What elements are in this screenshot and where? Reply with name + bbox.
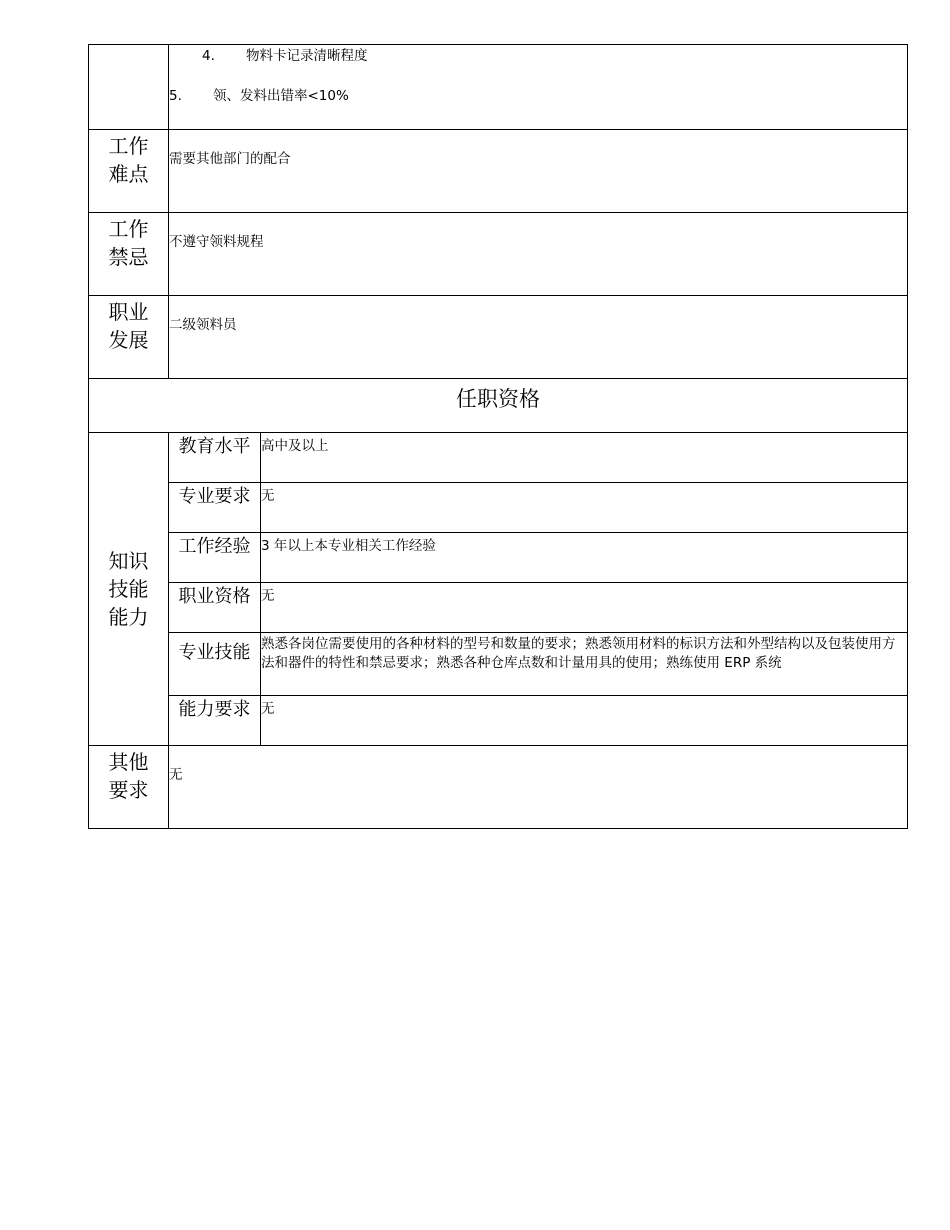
other-text: 无 [169,746,908,829]
certification-label: 职业资格 [169,583,261,633]
ksa-row [89,633,908,696]
difficulty-row [89,130,908,213]
duty-item-5: 5. 领、发料出错率<10% [169,88,349,104]
difficulty-label: 工作 难点 [89,130,169,213]
duties-continued-row [89,45,908,130]
certification-text: 无 [261,583,908,633]
taboo-label: 工作 禁忌 [89,213,169,296]
ksa-row [89,483,908,533]
other-requirements-row [89,746,908,829]
education-label: 教育水平 [169,433,261,483]
duty-item-4: 4. 物料卡记录清晰程度 [202,48,368,64]
ability-label: 能力要求 [169,696,261,746]
difficulty-text: 需要其他部门的配合 [169,130,908,213]
career-text: 二级领料员 [169,296,908,379]
career-row [89,296,908,379]
ksa-row [89,696,908,746]
job-description-table [88,44,908,829]
ksa-label: 知识 技能 能力 [89,433,169,746]
career-label: 职业 发展 [89,296,169,379]
skills-text: 熟悉各岗位需要使用的各种材料的型号和数量的要求；熟悉领用材料的标识方法和外型结构以及包装使用方法和器件的特性和禁忌要求；熟悉各种仓库点数和计量用具的使用；熟练使用 ERP 系统 [261,633,908,696]
qualifications-title: 任职资格 [89,379,908,433]
experience-label: 工作经验 [169,533,261,583]
other-label: 其他 要求 [89,746,169,829]
ksa-row [89,433,908,483]
major-text: 无 [261,483,908,533]
duties-list-cell [169,45,908,130]
education-text: 高中及以上 [261,433,908,483]
taboo-text: 不遵守领料规程 [169,213,908,296]
taboo-row [89,213,908,296]
ksa-row [89,533,908,583]
ksa-row [89,583,908,633]
ability-text: 无 [261,696,908,746]
qualifications-heading-row [89,379,908,433]
skills-label: 专业技能 [169,633,261,696]
major-label: 专业要求 [169,483,261,533]
duties-label-cell [89,45,169,130]
experience-text: 3 年以上本专业相关工作经验 [261,533,908,583]
